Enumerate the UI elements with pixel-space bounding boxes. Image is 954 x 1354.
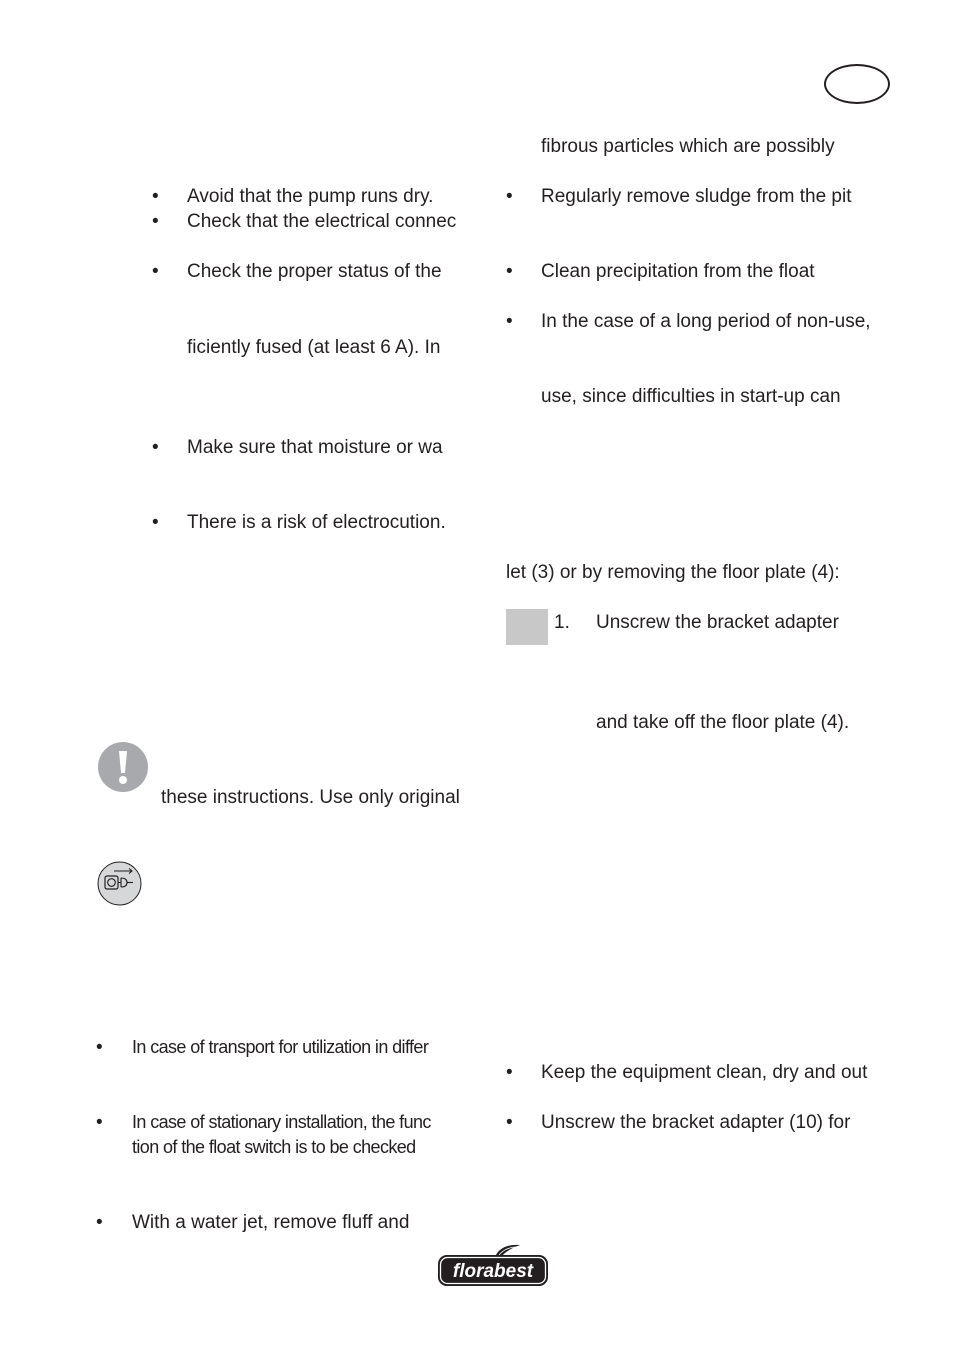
mains-plug-icon	[97, 861, 142, 906]
language-badge	[824, 64, 890, 104]
warning-text: these instructions. Use only original	[161, 787, 460, 808]
left-bullet-transport: In case of transport for utilization in differ	[132, 1037, 429, 1057]
right-line-floor-plate: let (3) or by removing the floor plate (4):	[506, 562, 840, 583]
step-gray-box	[506, 609, 548, 645]
left-bullet-stationary-2: tion of the float switch is to be checked	[132, 1137, 416, 1157]
left-bullet-electrocution: There is a risk of electrocution.	[187, 512, 446, 533]
bullet-marker: •	[152, 512, 159, 533]
bullet-marker: •	[152, 211, 159, 232]
left-bullet-check-status: Check the proper status of the	[187, 261, 442, 282]
right-bullet-non-use: In the case of a long period of non-use,	[541, 311, 871, 332]
exclamation-circle-icon	[98, 742, 148, 792]
left-bullet-stationary-1: In case of stationary installation, the func	[132, 1112, 431, 1132]
florabest-logo	[436, 1243, 550, 1289]
right-bullet-float: Clean precipitation from the float	[541, 261, 815, 282]
right-bullet-bracket: Unscrew the bracket adapter (10) for	[541, 1112, 851, 1133]
left-line-fused: ficiently fused (at least 6 A). In	[187, 337, 441, 358]
left-bullet-water-jet: With a water jet, remove fluff and	[132, 1212, 410, 1233]
right-line-use: use, since difficulties in start-up can	[541, 386, 841, 407]
left-bullet-moisture: Make sure that moisture or wa	[187, 437, 443, 458]
bullet-marker: •	[96, 1212, 103, 1233]
step-number: 1.	[554, 612, 570, 633]
left-bullet-avoid-dry: Avoid that the pump runs dry.	[187, 186, 434, 207]
bullet-marker: •	[152, 437, 159, 458]
left-bullet-check-connection: Check that the electrical connec	[187, 211, 457, 232]
step-take-off: and take off the floor plate (4).	[596, 712, 850, 733]
bullet-marker: •	[506, 1062, 513, 1083]
logo-wordmark: florabest	[452, 1261, 534, 1282]
right-bullet-clean-dry: Keep the equipment clean, dry and out	[541, 1062, 868, 1083]
bullet-marker: •	[506, 1112, 513, 1133]
bullet-marker: •	[506, 261, 513, 282]
bullet-marker: •	[506, 186, 513, 207]
step-unscrew: Unscrew the bracket adapter	[596, 612, 839, 633]
bullet-marker: •	[96, 1112, 103, 1133]
right-line-fibrous: fibrous particles which are possibly	[541, 136, 835, 157]
right-bullet-sludge: Regularly remove sludge from the pit	[541, 186, 852, 207]
bullet-marker: •	[152, 261, 159, 282]
bullet-marker: •	[96, 1037, 103, 1058]
bullet-marker: •	[506, 311, 513, 332]
bullet-marker: •	[152, 186, 159, 207]
